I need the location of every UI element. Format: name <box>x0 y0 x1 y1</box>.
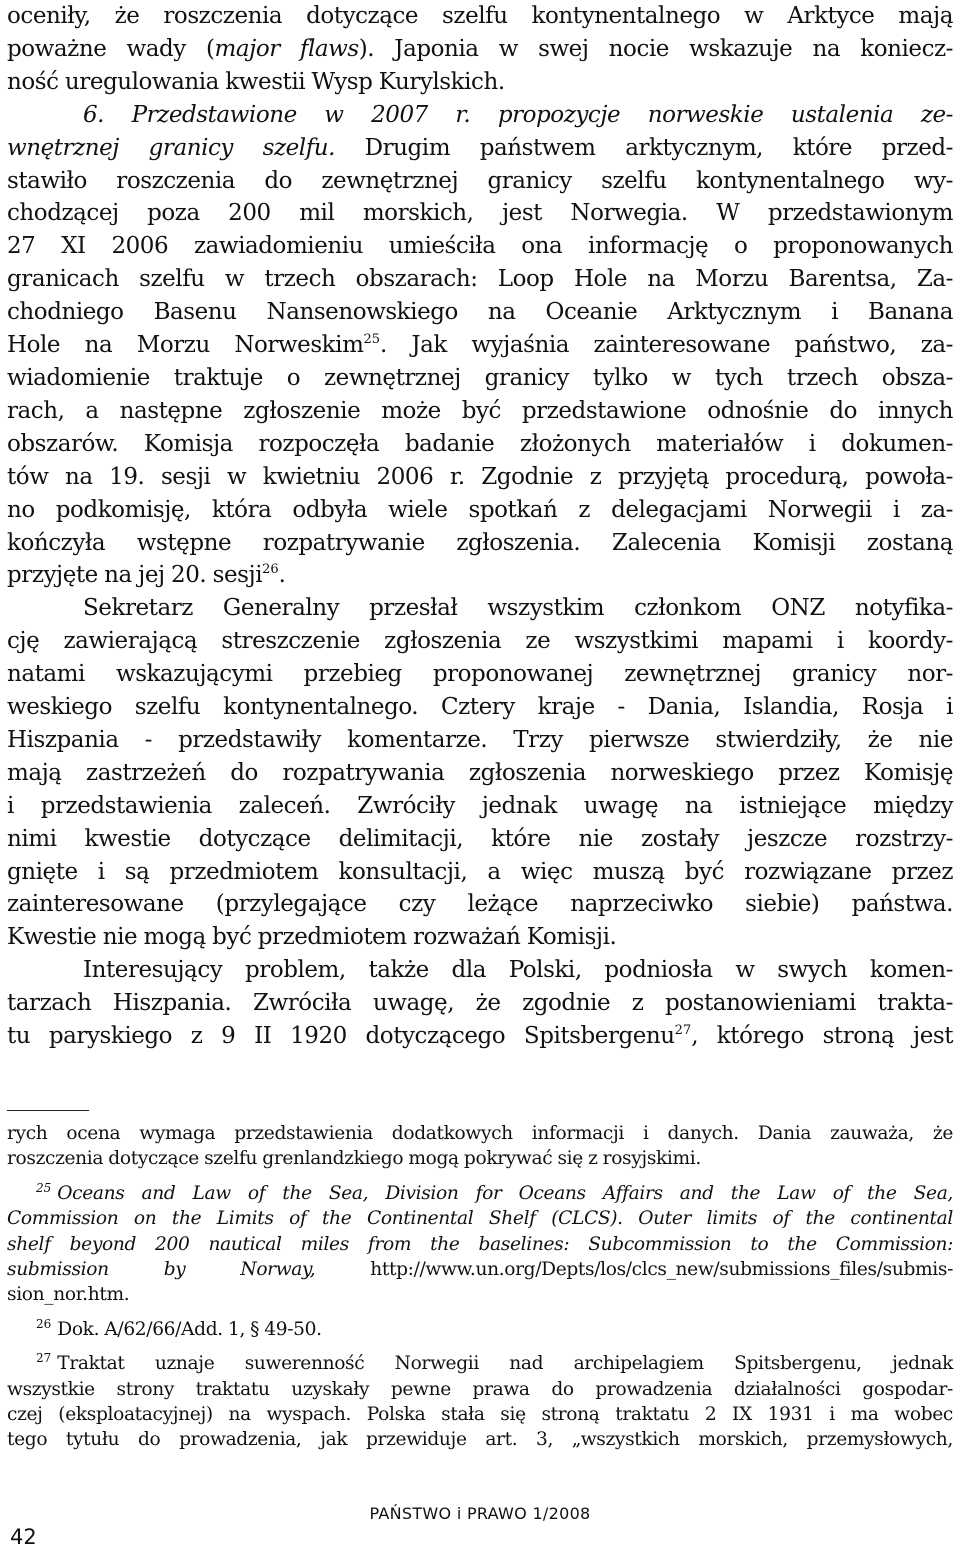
text-line: ność uregulowania kwestii Wysp Kurylskich. <box>7 68 505 95</box>
text-line: oceniły, że roszczenia dotyczące szelfu kontynentalnego w Arktyce mają <box>7 3 953 29</box>
footnote-ref-27: 27 <box>674 1023 692 1039</box>
text-line: tarzach Hiszpania. Zwróciła uwagę, że zgodnie z postanowieniami trakta- <box>7 990 953 1017</box>
footnote-url: http://www.un.org/Depts/los/clcs_new/submissions_files/submis- <box>315 1259 953 1281</box>
text-line: weskiego szelfu kontynentalnego. Cztery kraje - Dania, Islandia, Rosja i <box>7 694 953 721</box>
text-line: chodzącej poza 200 mil morskich, jest Norwegia. W przedstawionym <box>7 200 953 227</box>
text-line: natami wskazującymi przebieg proponowanej zewnętrznej granicy nor- <box>7 661 953 688</box>
footnote-line: wszystkie strony traktatu uzyskały pewne prawa do prowadzenia działalności gospodar- <box>7 1378 953 1400</box>
text-line: zainteresowane (przylegające czy leżące naprzeciwko siebie) państwa. <box>7 891 953 918</box>
section-heading: 6. Przedstawione w 2007 r. propozycje norweskie ustalenia ze- <box>83 101 953 128</box>
footnote-number: 25 <box>36 1180 52 1195</box>
text-line: gnięte i są przedmiotem konsultacji, a więc muszą być rozwiązane przez <box>7 858 953 885</box>
footnote-line: shelf beyond 200 nautical miles from the baselines: Subcommission to the Commission: <box>7 1233 953 1255</box>
text-line: Kwestie nie mogą być przedmiotem rozważań Komisji. <box>7 924 617 951</box>
text-line: Hiszpania - przedstawiły komentarze. Trzy pierwsze stwierdziły, że nie <box>7 726 953 753</box>
text-line: mają zastrzeżeń do rozpatrywania zgłoszenia norweskiego przez Komisję <box>7 759 953 786</box>
text-line: Hole na Morzu Norweskim$^{25}$. Jak wyjaśnia zainteresowane państwo, za- <box>7 332 953 359</box>
text-line: poważne wady (major flaws). Japonia w swej nocie wskazuje na koniecz- <box>7 35 953 62</box>
footnote-line: tego tytułu do prowadzenia, jak przewiduje art. 3, „wszystkich morskich, przemysłowych, <box>7 1429 953 1451</box>
text-line: stawiło roszczenia do zewnętrznej granicy szelfu kontynentalnego wy- <box>7 167 953 194</box>
text-line: nimi kwestie dotyczące delimitacji, które nie zostały jeszcze rozstrzy- <box>7 825 953 852</box>
page-footer <box>0 1489 960 1556</box>
footnote-25: $^{25}$ Oceans and Law of the Sea, Division for Oceans Affairs and the Law of the Sea, <box>36 1180 953 1204</box>
text-line: granicach szelfu w trzech obszarach: Loop Hole na Morzu Barentsa, Za- <box>7 266 953 293</box>
italic-term: major flaws <box>214 35 359 62</box>
text-line: i przedstawienia zaleceń. Zwróciły jednak uwagę na istniejące między <box>7 792 953 819</box>
footnotes <box>7 1121 953 1453</box>
text-line: kończyła wstępne rozpatrywanie zgłoszenia. Zalecenia Komisji zostaną <box>7 529 953 556</box>
page-number: 42 <box>10 1525 37 1549</box>
paragraph-start: Interesujący problem, także dla Polski, podniosła w swych komen- <box>83 957 953 984</box>
text-line: tu paryskiego z 9 II 1920 dotyczącego Spitsbergenu$^{27}$, którego stroną jest <box>7 1023 953 1050</box>
text-line: cję zawierającą streszczenie zgłoszenia ze wszystkimi mapami i koordy- <box>7 628 953 655</box>
footnote-ref-26: 26 <box>262 562 279 578</box>
footnote-continuation-line: roszczenia dotyczące szelfu grenlandzkiego mogą pokrywać się z rosyjskimi. <box>7 1148 701 1170</box>
text-line: tów na 19. sesji w kwietniu 2006 r. Zgodnie z przyjętą procedurą, powoła- <box>7 463 953 490</box>
text-line: wiadomienie traktuje o zewnętrznej granicy tylko w tych trzech obsza- <box>7 364 953 391</box>
text-line: obszarów. Komisja rozpoczęła badanie złożonych materiałów i dokumen- <box>7 430 953 457</box>
text-line: no podkomisję, która odbyła wiele spotkań z delegacjami Norwegii i za- <box>7 496 953 523</box>
journal-title: PAŃSTWO i PRAWO 1/2008 <box>369 1504 591 1523</box>
text-line: 27 XI 2006 zawiadomieniu umieściła ona informację o proponowanych <box>7 233 953 260</box>
footnote-line: czej (eksploatacyjnej) na wyspach. Polska stała się stroną traktatu 2 IX 1931 i ma wobec <box>7 1404 953 1426</box>
footnote-27: $^{27}$ Traktat uznaje suwerenność Norwegii nad archipelagiem Spitsbergenu, jednak <box>36 1351 953 1375</box>
footnote-number: 27 <box>36 1351 52 1366</box>
text-line: rach, a następne zgłoszenie może być przedstawione odnośnie do innych <box>7 397 953 424</box>
main-text <box>7 0 953 1053</box>
paragraph-start: Sekretarz Generalny przesłał wszystkim członkom ONZ notyfika- <box>83 595 953 622</box>
footnote-ref-25: 25 <box>363 332 380 348</box>
footnote-separator <box>7 1110 89 1111</box>
footnote-line: Commission on the Limits of the Continental Shelf (CLCS). Outer limits of the continental <box>7 1208 953 1230</box>
text-line: chodniego Basenu Nansenowskiego na Oceanie Arktycznym i Banana <box>7 299 953 326</box>
text-line: przyjęte na jej 20. sesji$^{26}$. <box>7 562 286 589</box>
section-heading-end: wnętrznej granicy szelfu. <box>7 134 335 161</box>
footnote-continuation-line: rych ocena wymaga przedstawienia dodatkowych informacji i danych. Dania zauważa, że <box>7 1123 953 1144</box>
footnote-line: submission by Norway, http://www.un.org/Depts/los/clcs_new/submissions_files/submis- <box>7 1259 953 1281</box>
text-line: wnętrznej granicy szelfu. Drugim państwem arktycznym, które przed- <box>7 134 953 161</box>
footnote-number: 26 <box>36 1316 52 1331</box>
footnote-26: $^{26}$ Dok. A/62/66/Add. 1, § 49-50. <box>36 1316 322 1340</box>
footnote-line: sion_nor.htm. <box>7 1284 130 1306</box>
